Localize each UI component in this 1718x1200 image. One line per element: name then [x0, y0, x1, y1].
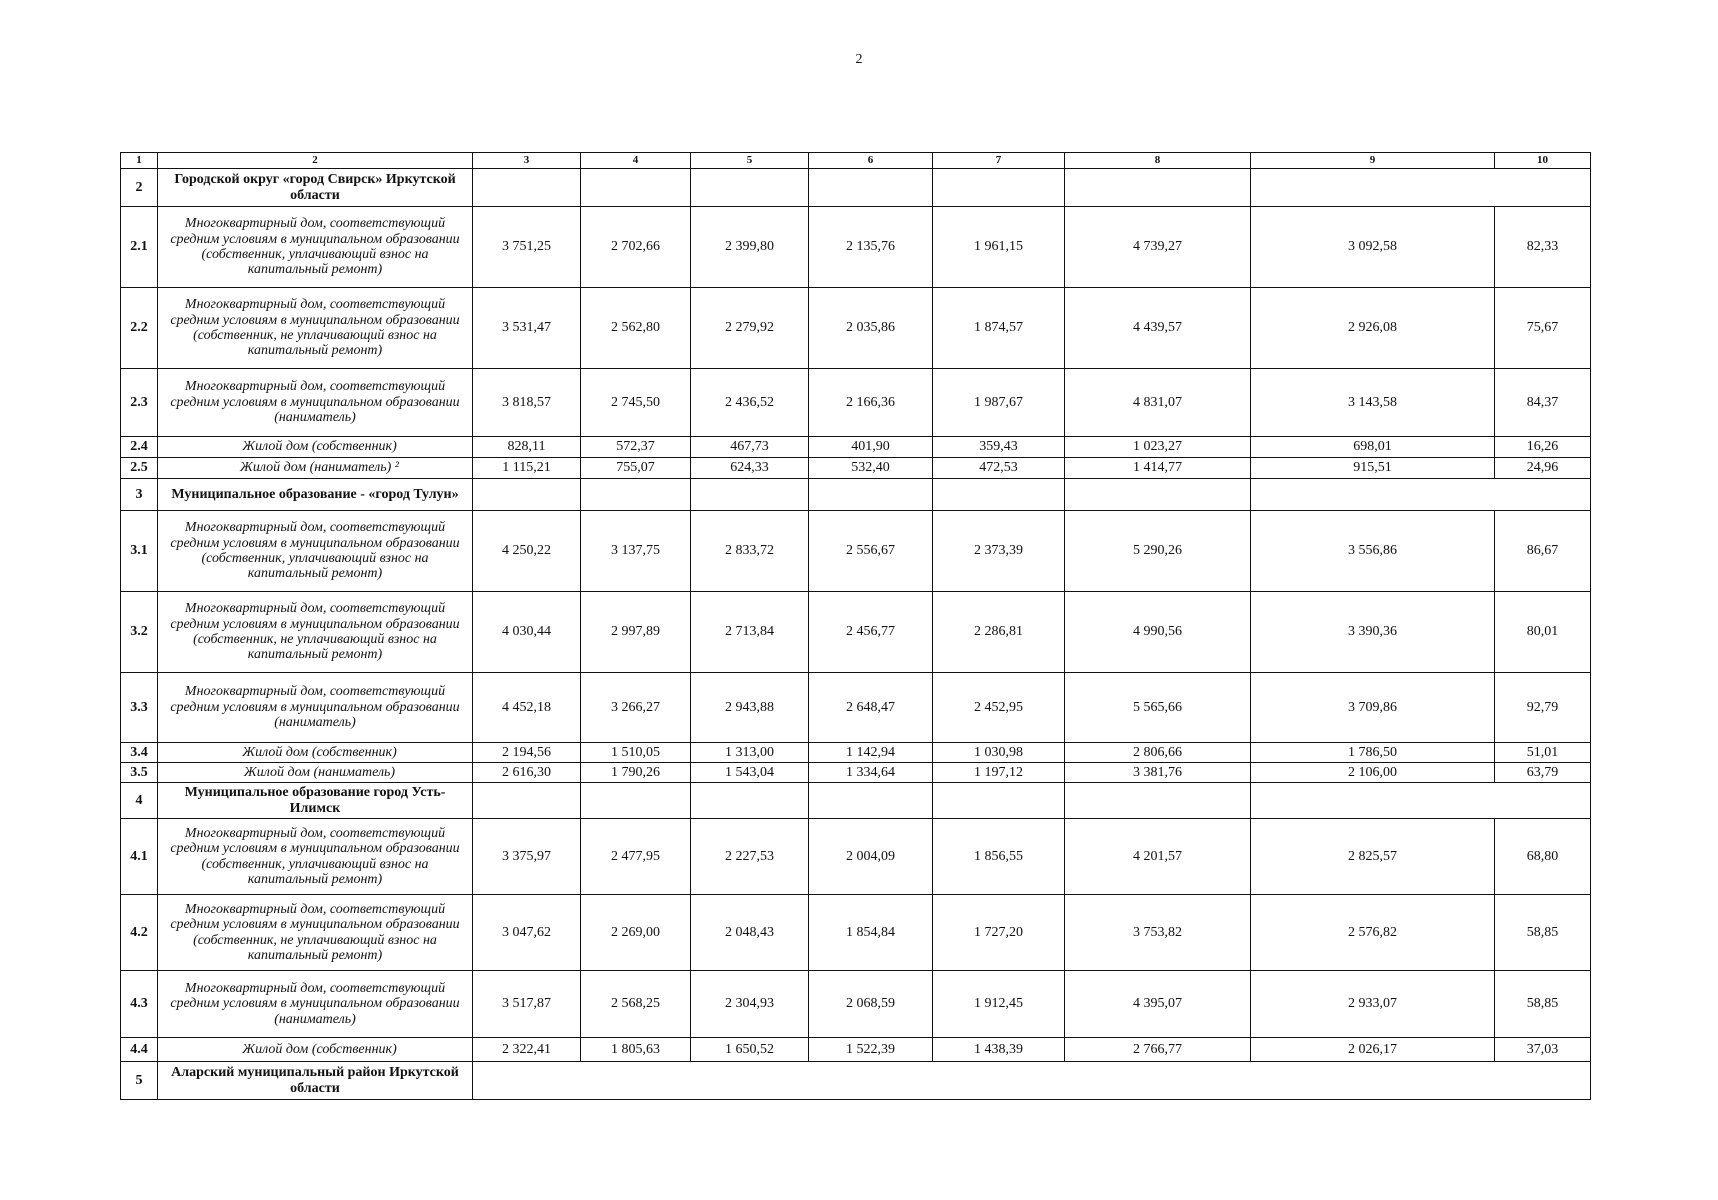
row-number: 4.2 [121, 895, 158, 971]
col-number: 5 [691, 153, 809, 169]
col-number: 1 [121, 153, 158, 169]
row-number: 2.2 [121, 288, 158, 369]
row-description: Жилой дом (собственник) [158, 437, 473, 458]
table-row [121, 592, 1591, 673]
value-cell: 698,01 [1251, 437, 1495, 458]
value-cell: 2 322,41 [473, 1038, 581, 1062]
value-cell: 3 137,75 [581, 511, 691, 592]
value-cell: 2 068,59 [809, 971, 933, 1038]
empty-cell [691, 169, 809, 207]
row-number: 4.4 [121, 1038, 158, 1062]
value-cell: 4 250,22 [473, 511, 581, 592]
value-cell: 3 390,36 [1251, 592, 1495, 673]
empty-cell [473, 1062, 1591, 1100]
section-row [121, 169, 1591, 207]
col-number: 9 [1251, 153, 1495, 169]
empty-cell [1065, 169, 1251, 207]
empty-cell [933, 479, 1065, 511]
value-cell: 1 510,05 [581, 743, 691, 763]
value-cell: 58,85 [1495, 895, 1591, 971]
value-cell: 2 833,72 [691, 511, 809, 592]
table-row [121, 1038, 1591, 1062]
value-cell: 2 026,17 [1251, 1038, 1495, 1062]
value-cell: 2 997,89 [581, 592, 691, 673]
table-row [121, 673, 1591, 743]
value-cell: 2 452,95 [933, 673, 1065, 743]
row-description: Многоквартирный дом, соответствующий средним условиям в муниципальном образовании (наниматель) [158, 369, 473, 437]
empty-cell [581, 783, 691, 819]
value-cell: 472,53 [933, 458, 1065, 479]
row-description: Жилой дом (наниматель) ² [158, 458, 473, 479]
row-description: Многоквартирный дом, соответствующий средним условиям в муниципальном образовании (наниматель) [158, 673, 473, 743]
value-cell: 1 115,21 [473, 458, 581, 479]
value-cell: 4 201,57 [1065, 819, 1251, 895]
value-cell: 2 477,95 [581, 819, 691, 895]
row-description: Многоквартирный дом, соответствующий средним условиям в муниципальном образовании (собственник, уплачивающий взнос на капитальный ремонт) [158, 511, 473, 592]
value-cell: 24,96 [1495, 458, 1591, 479]
value-cell: 3 143,58 [1251, 369, 1495, 437]
value-cell: 3 751,25 [473, 207, 581, 288]
row-description: Многоквартирный дом, соответствующий средним условиям в муниципальном образовании (собственник, не уплачивающий взнос на капитальный ремонт) [158, 592, 473, 673]
value-cell: 63,79 [1495, 763, 1591, 783]
value-cell: 2 166,36 [809, 369, 933, 437]
row-number: 2.1 [121, 207, 158, 288]
row-number: 3.5 [121, 763, 158, 783]
table-row [121, 437, 1591, 458]
empty-cell [1251, 479, 1591, 511]
value-cell: 3 818,57 [473, 369, 581, 437]
value-cell: 1 522,39 [809, 1038, 933, 1062]
col-number: 8 [1065, 153, 1251, 169]
value-cell: 3 092,58 [1251, 207, 1495, 288]
section-title: Муниципальное образование город Усть-Илимск [158, 783, 473, 819]
value-cell: 5 290,26 [1065, 511, 1251, 592]
table-row [121, 895, 1591, 971]
table-row [121, 743, 1591, 763]
value-cell: 2 576,82 [1251, 895, 1495, 971]
table-row [121, 511, 1591, 592]
table-row [121, 207, 1591, 288]
value-cell: 2 135,76 [809, 207, 933, 288]
value-cell: 2 373,39 [933, 511, 1065, 592]
value-cell: 2 279,92 [691, 288, 809, 369]
section-row [121, 479, 1591, 511]
row-number: 3.2 [121, 592, 158, 673]
empty-cell [1065, 783, 1251, 819]
row-number: 4.1 [121, 819, 158, 895]
row-description: Жилой дом (собственник) [158, 1038, 473, 1062]
value-cell: 3 381,76 [1065, 763, 1251, 783]
value-cell: 5 565,66 [1065, 673, 1251, 743]
value-cell: 1 414,77 [1065, 458, 1251, 479]
value-cell: 1 786,50 [1251, 743, 1495, 763]
empty-cell [581, 479, 691, 511]
table-row [121, 369, 1591, 437]
value-cell: 915,51 [1251, 458, 1495, 479]
value-cell: 3 517,87 [473, 971, 581, 1038]
empty-cell [1065, 479, 1251, 511]
value-cell: 1 543,04 [691, 763, 809, 783]
value-cell: 2 436,52 [691, 369, 809, 437]
value-cell: 2 562,80 [581, 288, 691, 369]
value-cell: 80,01 [1495, 592, 1591, 673]
empty-cell [933, 783, 1065, 819]
value-cell: 2 933,07 [1251, 971, 1495, 1038]
value-cell: 2 825,57 [1251, 819, 1495, 895]
value-cell: 1 142,94 [809, 743, 933, 763]
empty-cell [473, 783, 581, 819]
empty-cell [1251, 783, 1591, 819]
col-number: 7 [933, 153, 1065, 169]
row-number: 3.1 [121, 511, 158, 592]
value-cell: 3 266,27 [581, 673, 691, 743]
col-number: 3 [473, 153, 581, 169]
value-cell: 828,11 [473, 437, 581, 458]
value-cell: 1 912,45 [933, 971, 1065, 1038]
value-cell: 3 753,82 [1065, 895, 1251, 971]
value-cell: 82,33 [1495, 207, 1591, 288]
section-row [121, 783, 1591, 819]
value-cell: 4 990,56 [1065, 592, 1251, 673]
empty-cell [581, 169, 691, 207]
value-cell: 3 375,97 [473, 819, 581, 895]
value-cell: 51,01 [1495, 743, 1591, 763]
row-number: 2.4 [121, 437, 158, 458]
row-number: 4.3 [121, 971, 158, 1038]
tariff-table [120, 152, 1591, 1100]
section-title: Муниципальное образование - «город Тулун» [158, 479, 473, 511]
value-cell: 2 286,81 [933, 592, 1065, 673]
value-cell: 532,40 [809, 458, 933, 479]
row-description: Многоквартирный дом, соответствующий средним условиям в муниципальном образовании (собственник, уплачивающий взнос на капитальный ремонт) [158, 819, 473, 895]
empty-cell [933, 169, 1065, 207]
value-cell: 2 926,08 [1251, 288, 1495, 369]
value-cell: 2 648,47 [809, 673, 933, 743]
value-cell: 1 987,67 [933, 369, 1065, 437]
row-number: 2.3 [121, 369, 158, 437]
row-description: Жилой дом (наниматель) [158, 763, 473, 783]
empty-cell [809, 479, 933, 511]
value-cell: 1 874,57 [933, 288, 1065, 369]
value-cell: 4 452,18 [473, 673, 581, 743]
value-cell: 4 739,27 [1065, 207, 1251, 288]
value-cell: 16,26 [1495, 437, 1591, 458]
value-cell: 4 831,07 [1065, 369, 1251, 437]
value-cell: 2 556,67 [809, 511, 933, 592]
row-number: 5 [121, 1062, 158, 1100]
page-number: 2 [855, 52, 863, 67]
col-number: 6 [809, 153, 933, 169]
value-cell: 1 790,26 [581, 763, 691, 783]
value-cell: 58,85 [1495, 971, 1591, 1038]
value-cell: 2 702,66 [581, 207, 691, 288]
value-cell: 2 227,53 [691, 819, 809, 895]
table-row [121, 971, 1591, 1038]
empty-cell [473, 169, 581, 207]
value-cell: 2 106,00 [1251, 763, 1495, 783]
value-cell: 2 616,30 [473, 763, 581, 783]
value-cell: 401,90 [809, 437, 933, 458]
value-cell: 2 713,84 [691, 592, 809, 673]
value-cell: 1 650,52 [691, 1038, 809, 1062]
value-cell: 2 004,09 [809, 819, 933, 895]
value-cell: 755,07 [581, 458, 691, 479]
row-number: 2.5 [121, 458, 158, 479]
value-cell: 86,67 [1495, 511, 1591, 592]
row-number: 2 [121, 169, 158, 207]
value-cell: 1 438,39 [933, 1038, 1065, 1062]
value-cell: 1 805,63 [581, 1038, 691, 1062]
value-cell: 75,67 [1495, 288, 1591, 369]
section-row [121, 1062, 1591, 1100]
empty-cell [809, 169, 933, 207]
table-body [121, 153, 1591, 1100]
row-description: Жилой дом (собственник) [158, 743, 473, 763]
value-cell: 2 745,50 [581, 369, 691, 437]
row-number: 4 [121, 783, 158, 819]
row-number: 3.4 [121, 743, 158, 763]
value-cell: 2 568,25 [581, 971, 691, 1038]
value-cell: 2 766,77 [1065, 1038, 1251, 1062]
value-cell: 1 030,98 [933, 743, 1065, 763]
empty-cell [473, 479, 581, 511]
value-cell: 359,43 [933, 437, 1065, 458]
table-row [121, 819, 1591, 895]
value-cell: 92,79 [1495, 673, 1591, 743]
empty-cell [691, 783, 809, 819]
value-cell: 2 399,80 [691, 207, 809, 288]
value-cell: 68,80 [1495, 819, 1591, 895]
row-description: Многоквартирный дом, соответствующий средним условиям в муниципальном образовании (собственник, не уплачивающий взнос на капитальный ремонт) [158, 288, 473, 369]
value-cell: 4 030,44 [473, 592, 581, 673]
value-cell: 2 269,00 [581, 895, 691, 971]
value-cell: 4 395,07 [1065, 971, 1251, 1038]
value-cell: 84,37 [1495, 369, 1591, 437]
table-row [121, 458, 1591, 479]
value-cell: 1 961,15 [933, 207, 1065, 288]
row-description: Многоквартирный дом, соответствующий средним условиям в муниципальном образовании (наниматель) [158, 971, 473, 1038]
table-row [121, 763, 1591, 783]
col-number: 10 [1495, 153, 1591, 169]
row-description: Многоквартирный дом, соответствующий средним условиям в муниципальном образовании (собственник, не уплачивающий взнос на капитальный ремонт) [158, 895, 473, 971]
value-cell: 2 456,77 [809, 592, 933, 673]
empty-cell [691, 479, 809, 511]
empty-cell [809, 783, 933, 819]
value-cell: 3 556,86 [1251, 511, 1495, 592]
col-number: 2 [158, 153, 473, 169]
value-cell: 572,37 [581, 437, 691, 458]
column-number-row [121, 153, 1591, 169]
value-cell: 1 197,12 [933, 763, 1065, 783]
value-cell: 2 943,88 [691, 673, 809, 743]
value-cell: 3 047,62 [473, 895, 581, 971]
value-cell: 2 048,43 [691, 895, 809, 971]
value-cell: 1 856,55 [933, 819, 1065, 895]
value-cell: 3 709,86 [1251, 673, 1495, 743]
value-cell: 2 035,86 [809, 288, 933, 369]
value-cell: 1 313,00 [691, 743, 809, 763]
value-cell: 3 531,47 [473, 288, 581, 369]
empty-cell [1251, 169, 1591, 207]
row-number: 3.3 [121, 673, 158, 743]
row-number: 3 [121, 479, 158, 511]
value-cell: 1 854,84 [809, 895, 933, 971]
section-title: Городской округ «город Свирск» Иркутской области [158, 169, 473, 207]
value-cell: 1 023,27 [1065, 437, 1251, 458]
value-cell: 2 806,66 [1065, 743, 1251, 763]
value-cell: 624,33 [691, 458, 809, 479]
value-cell: 4 439,57 [1065, 288, 1251, 369]
col-number: 4 [581, 153, 691, 169]
section-title: Аларский муниципальный район Иркутской области [158, 1062, 473, 1100]
table-row [121, 288, 1591, 369]
value-cell: 2 194,56 [473, 743, 581, 763]
value-cell: 467,73 [691, 437, 809, 458]
value-cell: 1 334,64 [809, 763, 933, 783]
row-description: Многоквартирный дом, соответствующий средним условиям в муниципальном образовании (собственник, уплачивающий взнос на капитальный ремонт) [158, 207, 473, 288]
value-cell: 1 727,20 [933, 895, 1065, 971]
value-cell: 2 304,93 [691, 971, 809, 1038]
value-cell: 37,03 [1495, 1038, 1591, 1062]
